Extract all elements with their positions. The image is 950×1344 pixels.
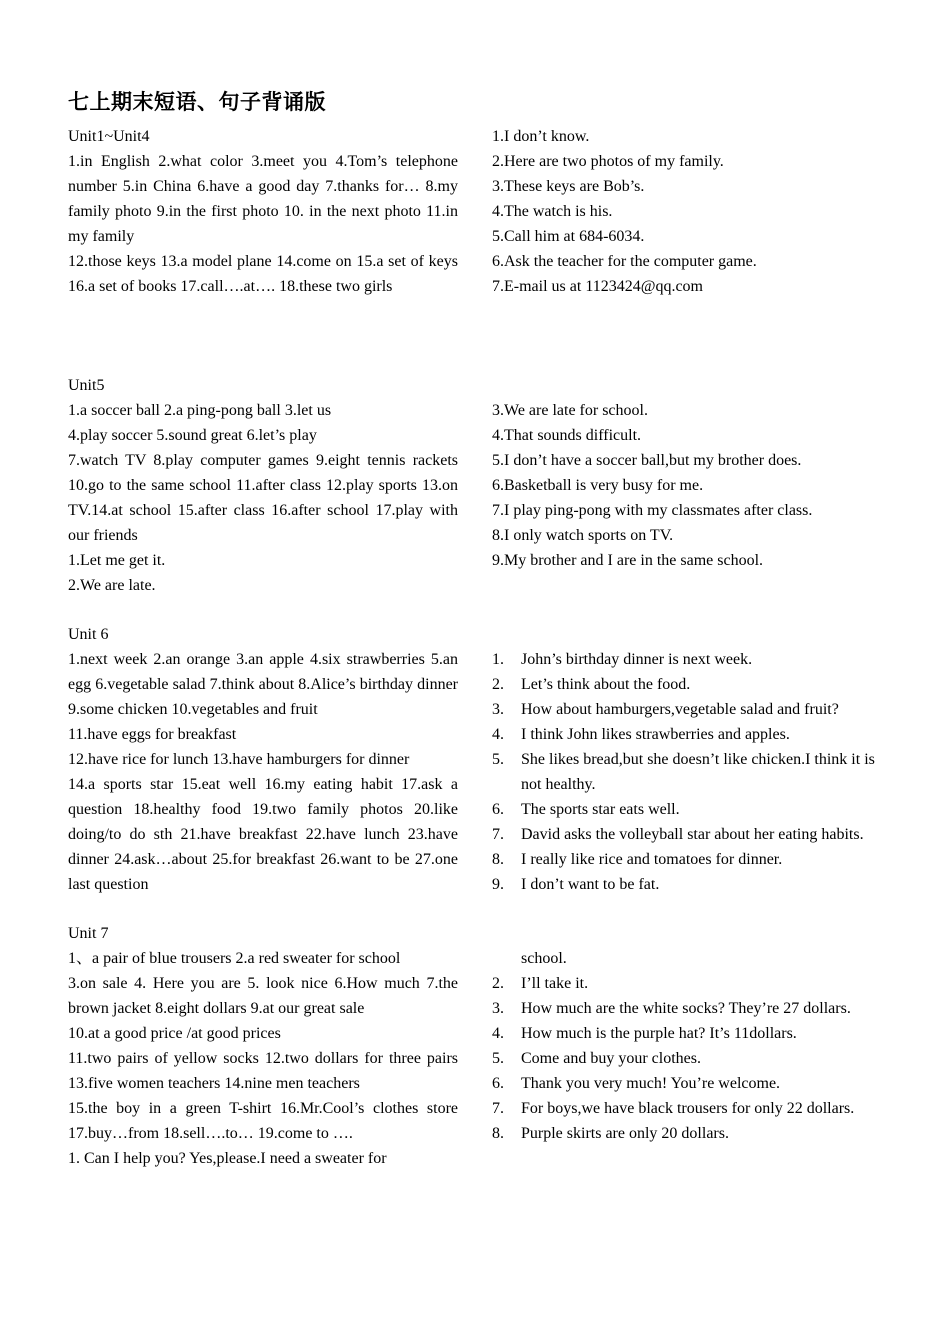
unit6-phrases xyxy=(68,622,458,897)
list-item xyxy=(492,697,884,722)
list-item xyxy=(492,1021,892,1046)
sentence-line: 3.We are late for school. xyxy=(492,402,648,419)
sentence-line: 3.These keys are Bob’s. xyxy=(492,178,645,195)
list-item xyxy=(492,1096,892,1121)
unit5-sentences xyxy=(492,398,892,573)
list-number: 9. xyxy=(492,876,504,893)
list-item xyxy=(492,672,884,697)
list-number: 6. xyxy=(492,1075,504,1092)
list-item xyxy=(492,847,884,872)
list-text: I really like rice and tomatoes for dinner. xyxy=(521,851,783,868)
list-item xyxy=(492,747,884,797)
unit7-sentences xyxy=(492,946,892,1146)
list-number: 4. xyxy=(492,726,504,743)
list-text: How about hamburgers,vegetable salad and fruit? xyxy=(521,701,839,718)
list-item xyxy=(492,1046,892,1071)
list-item xyxy=(492,996,892,1021)
unit5-heading: Unit5 xyxy=(68,377,105,394)
sentence-line: 4.The watch is his. xyxy=(492,203,613,220)
sentence-line: 7.E-mail us at 1123424@qq.com xyxy=(492,278,703,295)
list-number: 4. xyxy=(492,1025,504,1042)
unit7-phrases xyxy=(68,921,458,1171)
unit6-phrases-part4: 14.a sports star 15.eat well 16.my eating habit 17.ask a question 18.healthy food 19.two family photos 20.like doing/to do sth 21.have breakfast 22.have lunch 23.have dinner 24.ask…about 25.for breakfast 26.want to be 27.one last question xyxy=(68,776,458,893)
sentence-line: 6.Basketball is very busy for me. xyxy=(492,477,704,494)
unit7-phrases-part3: 10.at a good price /at good prices xyxy=(68,1025,281,1042)
list-number: 5. xyxy=(492,751,504,768)
page-title: 七上期末短语、句子背诵版 xyxy=(68,90,326,114)
list-item xyxy=(492,647,884,672)
unit5-phrases-line1: 1.a soccer ball 2.a ping-pong ball 3.let us xyxy=(68,402,332,419)
unit7-phrases-part4: 11.two pairs of yellow socks 12.two dollars for three pairs 13.five women teachers 14.nine men teachers xyxy=(68,1050,458,1092)
unit1-4-phrases-part2: 12.those keys 13.a model plane 14.come on 15.a set of keys 16.a set of books 17.call….at…. 18.these two girls xyxy=(68,253,458,295)
sentence-line: 4.That sounds difficult. xyxy=(492,427,642,444)
unit5-sentence-2: 2.We are late. xyxy=(68,577,156,594)
sentence-line: 5.Call him at 684-6034. xyxy=(492,228,645,245)
unit1-4-phrases-part1: 1.in English 2.what color 3.meet you 4.Tom’s telephone number 5.in China 6.have a good day 7.thanks for… 8.my family photo 9.in the first photo 10. in the next photo 11.in my family xyxy=(68,153,458,245)
unit6-phrases-part1: 1.next week 2.an orange 3.an apple 4.six strawberries 5.an egg 6.vegetable salad 7.think about 8.Alice’s birthday dinner 9.some chicken 10.vegetables and fruit xyxy=(68,651,458,718)
sentence-line: 5.I don’t have a soccer ball,but my brother does. xyxy=(492,452,802,469)
unit6-phrases-part3: 12.have rice for lunch 13.have hamburgers for dinner xyxy=(68,751,410,768)
list-item xyxy=(492,822,884,847)
list-number: 2. xyxy=(492,676,504,693)
unit1-4-sentences xyxy=(492,124,892,299)
sentence-line: 8.I only watch sports on TV. xyxy=(492,527,674,544)
list-number: 8. xyxy=(492,851,504,868)
list-item xyxy=(492,722,884,747)
list-text: Purple skirts are only 20 dollars. xyxy=(521,1125,729,1142)
sentence-line: 7.I play ping-pong with my classmates after class. xyxy=(492,502,813,519)
list-text: She likes bread,but she doesn’t like chicken.I think it is not healthy. xyxy=(521,751,875,793)
unit6-heading: Unit 6 xyxy=(68,626,109,643)
list-text: Thank you very much! You’re welcome. xyxy=(521,1075,781,1092)
unit7-sentence-1: 1. Can I help you? Yes,please.I need a sweater for xyxy=(68,1150,387,1167)
unit7-phrases-part1: 1、a pair of blue trousers 2.a red sweater for school xyxy=(68,950,401,967)
unit1-4-heading: Unit1~Unit4 xyxy=(68,128,150,145)
unit7-phrases-part5: 15.the boy in a green T-shirt 16.Mr.Cool’s clothes store 17.buy…from 18.sell….to… 19.come to …. xyxy=(68,1100,458,1142)
list-text: How much is the purple hat? It’s 11dollars. xyxy=(521,1025,797,1042)
list-item xyxy=(492,797,884,822)
unit5-phrases-line3: 7.watch TV 8.play computer games 9.eight tennis rackets 10.go to the same school 11.after class 12.play sports 13.on TV.14.at school 15.after class 16.after school 17.play with our friends xyxy=(68,452,458,544)
list-text: school. xyxy=(521,950,567,967)
unit1-4-phrases xyxy=(68,124,458,299)
sentence-line: 6.Ask the teacher for the computer game. xyxy=(492,253,757,270)
list-text: Come and buy your clothes. xyxy=(521,1050,701,1067)
list-text: I think John likes strawberries and apples. xyxy=(521,726,790,743)
unit5-sentence-1: 1.Let me get it. xyxy=(68,552,166,569)
list-number: 1. xyxy=(492,651,504,668)
sentence-line: 9.My brother and I are in the same school. xyxy=(492,552,764,569)
list-item xyxy=(492,1121,892,1146)
unit7-heading: Unit 7 xyxy=(68,925,109,942)
list-text: For boys,we have black trousers for only 22 dollars. xyxy=(521,1100,855,1117)
list-number: 3. xyxy=(492,1000,504,1017)
sentence-line: 1.I don’t know. xyxy=(492,128,590,145)
list-number: 2. xyxy=(492,975,504,992)
list-number: 7. xyxy=(492,1100,504,1117)
list-text: The sports star eats well. xyxy=(521,801,680,818)
unit5-phrases xyxy=(68,373,458,598)
unit6-phrases-part2: 11.have eggs for breakfast xyxy=(68,726,237,743)
unit5-phrases-line2: 4.play soccer 5.sound great 6.let’s play xyxy=(68,427,317,444)
list-item xyxy=(492,971,892,996)
list-number: 7. xyxy=(492,826,504,843)
list-text: I don’t want to be fat. xyxy=(521,876,660,893)
list-item xyxy=(492,872,884,897)
list-item-continuation xyxy=(492,946,892,971)
unit6-sentences xyxy=(492,647,884,897)
list-number: 3. xyxy=(492,701,504,718)
list-text: David asks the volleyball star about her eating habits. xyxy=(521,826,864,843)
list-text: How much are the white socks? They’re 27 dollars. xyxy=(521,1000,851,1017)
list-text: I’ll take it. xyxy=(521,975,589,992)
list-number: 8. xyxy=(492,1125,504,1142)
list-number: 6. xyxy=(492,801,504,818)
unit7-phrases-part2: 3.on sale 4. Here you are 5. look nice 6.How much 7.the brown jacket 8.eight dollars 9.at our great sale xyxy=(68,975,458,1017)
list-text: John’s birthday dinner is next week. xyxy=(521,651,753,668)
list-text: Let’s think about the food. xyxy=(521,676,691,693)
list-item xyxy=(492,1071,892,1096)
list-number: 5. xyxy=(492,1050,504,1067)
sentence-line: 2.Here are two photos of my family. xyxy=(492,153,724,170)
